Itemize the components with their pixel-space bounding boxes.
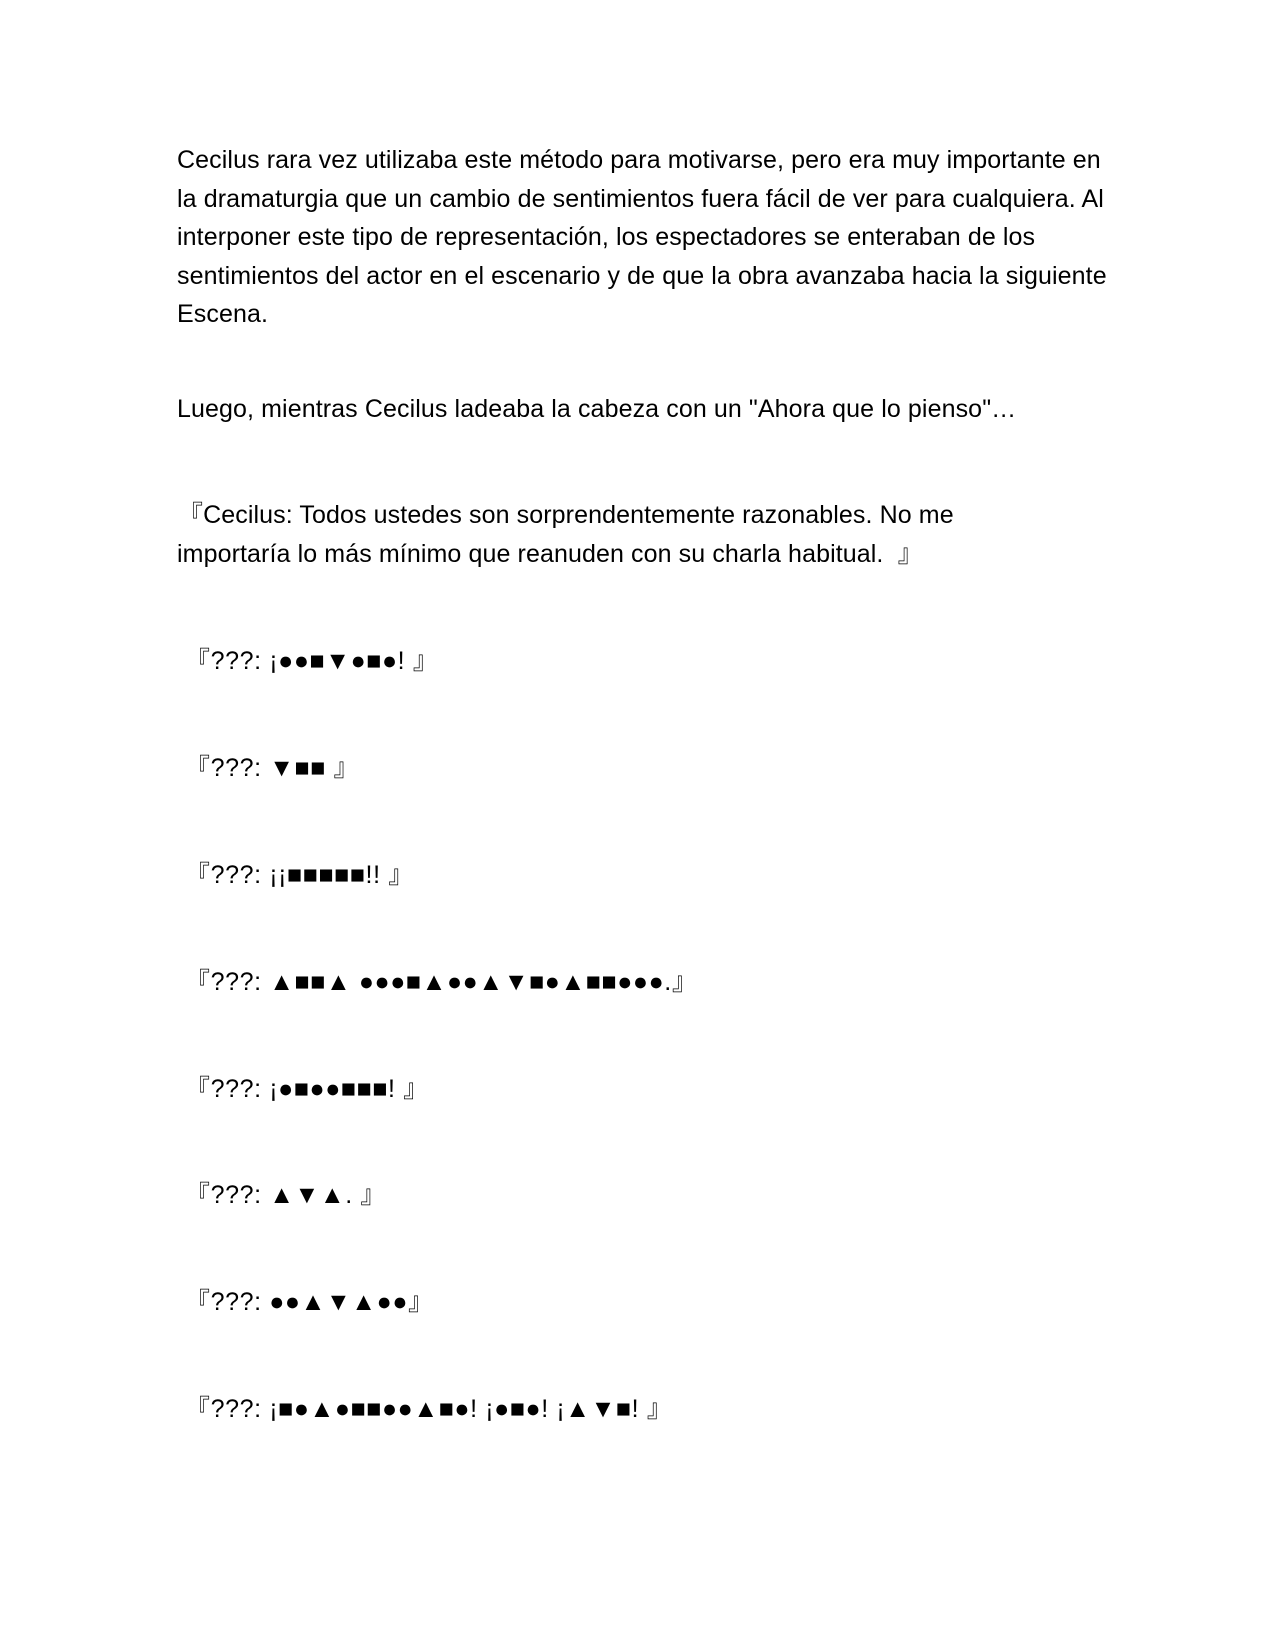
cecilus-quote-line-2: importaría lo más mínimo que reanuden con su charla habitual. 』 xyxy=(177,540,923,568)
dialogue-line-2: 『???: ▼■■ 』 xyxy=(185,754,360,782)
dialogue-line-8: 『???: ¡■●▲●■■●●▲■●! ¡●■●! ¡▲▼■! 』 xyxy=(185,1395,673,1423)
dialogue-line-3: 『???: ¡¡■■■■■!! 』 xyxy=(185,861,414,889)
cecilus-quote-line-1: 『Cecilus: Todos ustedes son sorprendentemente razonables. No me xyxy=(178,501,954,529)
dialogue-line-4: 『???: ▲■■▲ ●●●■▲●●▲▼■●▲■■●●●.』 xyxy=(185,968,698,996)
dialogue-line-7: 『???: ●●▲▼▲●●』 xyxy=(185,1288,434,1316)
dialogue-line-6: 『???: ▲▼▲. 』 xyxy=(185,1181,386,1209)
dialogue-line-1: 『???: ¡●●■▼●■●! 』 xyxy=(185,647,439,675)
narration-paragraph-1: Cecilus rara vez utilizaba este método para motivarse, pero era muy importante en la dramaturgia que un cambio de sentimientos fuera fácil de ver para cualquiera. Al interponer este tipo de representación, los espectadores se enteraban de los sentimientos del actor en el escenario y de que la obra avanzaba hacia la siguiente Escena. xyxy=(177,146,1107,328)
dialogue-line-5: 『???: ¡●■●●■■■! 』 xyxy=(185,1075,429,1103)
narration-paragraph-2: Luego, mientras Cecilus ladeaba la cabeza con un "Ahora que lo pienso"… xyxy=(177,395,1017,423)
